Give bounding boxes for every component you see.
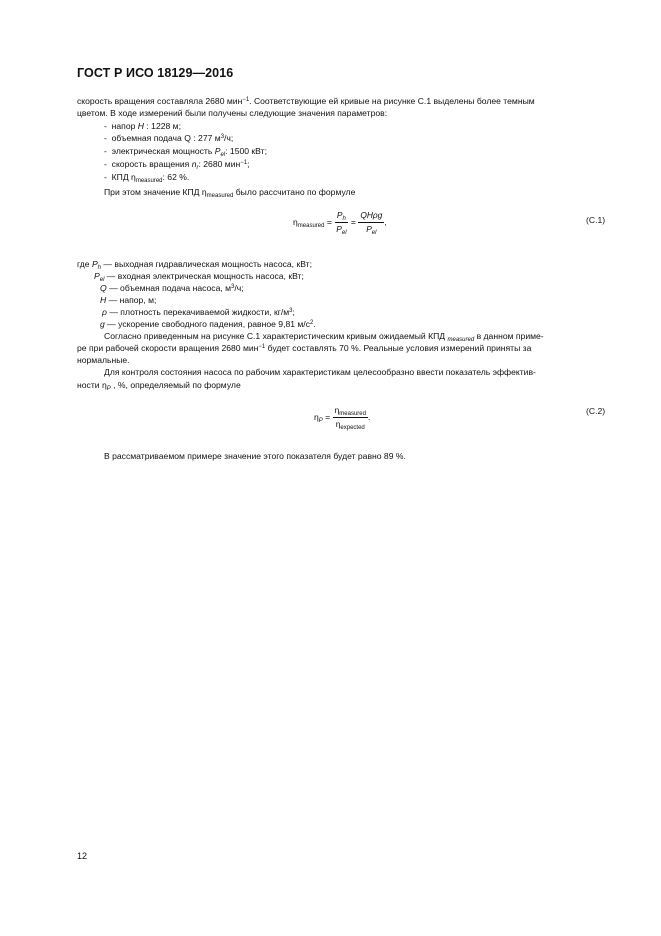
equation-number-c2: (С.2) (586, 406, 606, 416)
where-ph: где $P_h$ — выходная гидравлическая мощность насоса, кВт; (77, 259, 312, 271)
where-pel: $P_{el}$ — входная электрическая мощность насоса, кВт; (94, 271, 304, 283)
param-efficiency: - КПД $\eta_{measured}$: 62 %. (104, 172, 190, 184)
para2-line-2: ре при рабочей скорости вращения 2680 мин$^{-1}$ будет составлять 70 %. Реальные условия измерений приняты за (77, 343, 532, 353)
intro-line-1: скорость вращения составляла 2680 мин$^{-1}$. Соответствующие ей кривые на рисунке С.1 выделены более темным (77, 96, 535, 106)
where-rho: ρ — плотность перекачиваемой жидкости, $кг/м^3$; (102, 307, 295, 317)
eq1-lhs: $\eta_{measured}$ (293, 216, 325, 229)
param-power: - электрическая мощность $P_{el}$: 1500 кВт; (104, 146, 267, 158)
equation-c2: $\eta_P$ = $\frac{\eta_{measured}}{\eta_{expected}}$ . (314, 405, 371, 431)
eq1-fraction-1: $\frac{P_h}{P_{el}}$ (336, 210, 347, 236)
eq2-lhs: $\eta_P$ (314, 411, 323, 424)
para2-line-1: Согласно приведенным на рисунке С.1 характеристическим кривым ожидаемый КПД $_{measured}$ в данном приме- (104, 331, 544, 343)
para3-line-1: Для контроля состояния насоса по рабочим характеристикам целесообразно ввести показатель эффектив- (104, 367, 536, 377)
equation-c1: $\eta_{measured}$ = $\frac{P_h}{P_{el}}$ = $\frac{\text{QHρg}}{P_{el}}$ , (293, 210, 387, 236)
param-head: - напор H : 1228 м; (104, 121, 181, 131)
para3-line-2: ности $\eta_P$ , %, определяемый по формуле (77, 380, 241, 392)
para2-line-3: нормальные. (77, 355, 130, 365)
where-g: g — ускорение свободного падения, равное 9,81 $м/с^2$. (100, 319, 316, 329)
formula-intro: При этом значение КПД $\eta_{measured}$ было рассчитано по формуле (104, 187, 356, 199)
eq1-fraction-2: $\frac{\text{QHρg}}{P_{el}}$ (360, 210, 383, 236)
where-q: Q — объемная подача насоса, $м^3/ч$; (100, 283, 244, 293)
where-h: H — напор, м; (100, 295, 157, 305)
param-flow: - объемная подача Q : 277 $м^3/ч$; (104, 133, 234, 143)
param-speed: - скорость вращения $n_r$: 2680 мин$^{-1}$; (104, 159, 250, 171)
equation-number-c1: (С.1) (586, 215, 606, 225)
page-number: 12 (77, 851, 88, 861)
document-header: ГОСТ Р ИСО 18129—2016 (77, 66, 234, 80)
para4: В рассматриваемом примере значение этого показателя будет равно 89 %. (104, 451, 406, 461)
intro-line-2: цветом. В ходе измерений были получены следующие значения параметров: (77, 108, 388, 118)
eq2-fraction: $\frac{\eta_{measured}}{\eta_{expected}}$ (334, 405, 366, 431)
